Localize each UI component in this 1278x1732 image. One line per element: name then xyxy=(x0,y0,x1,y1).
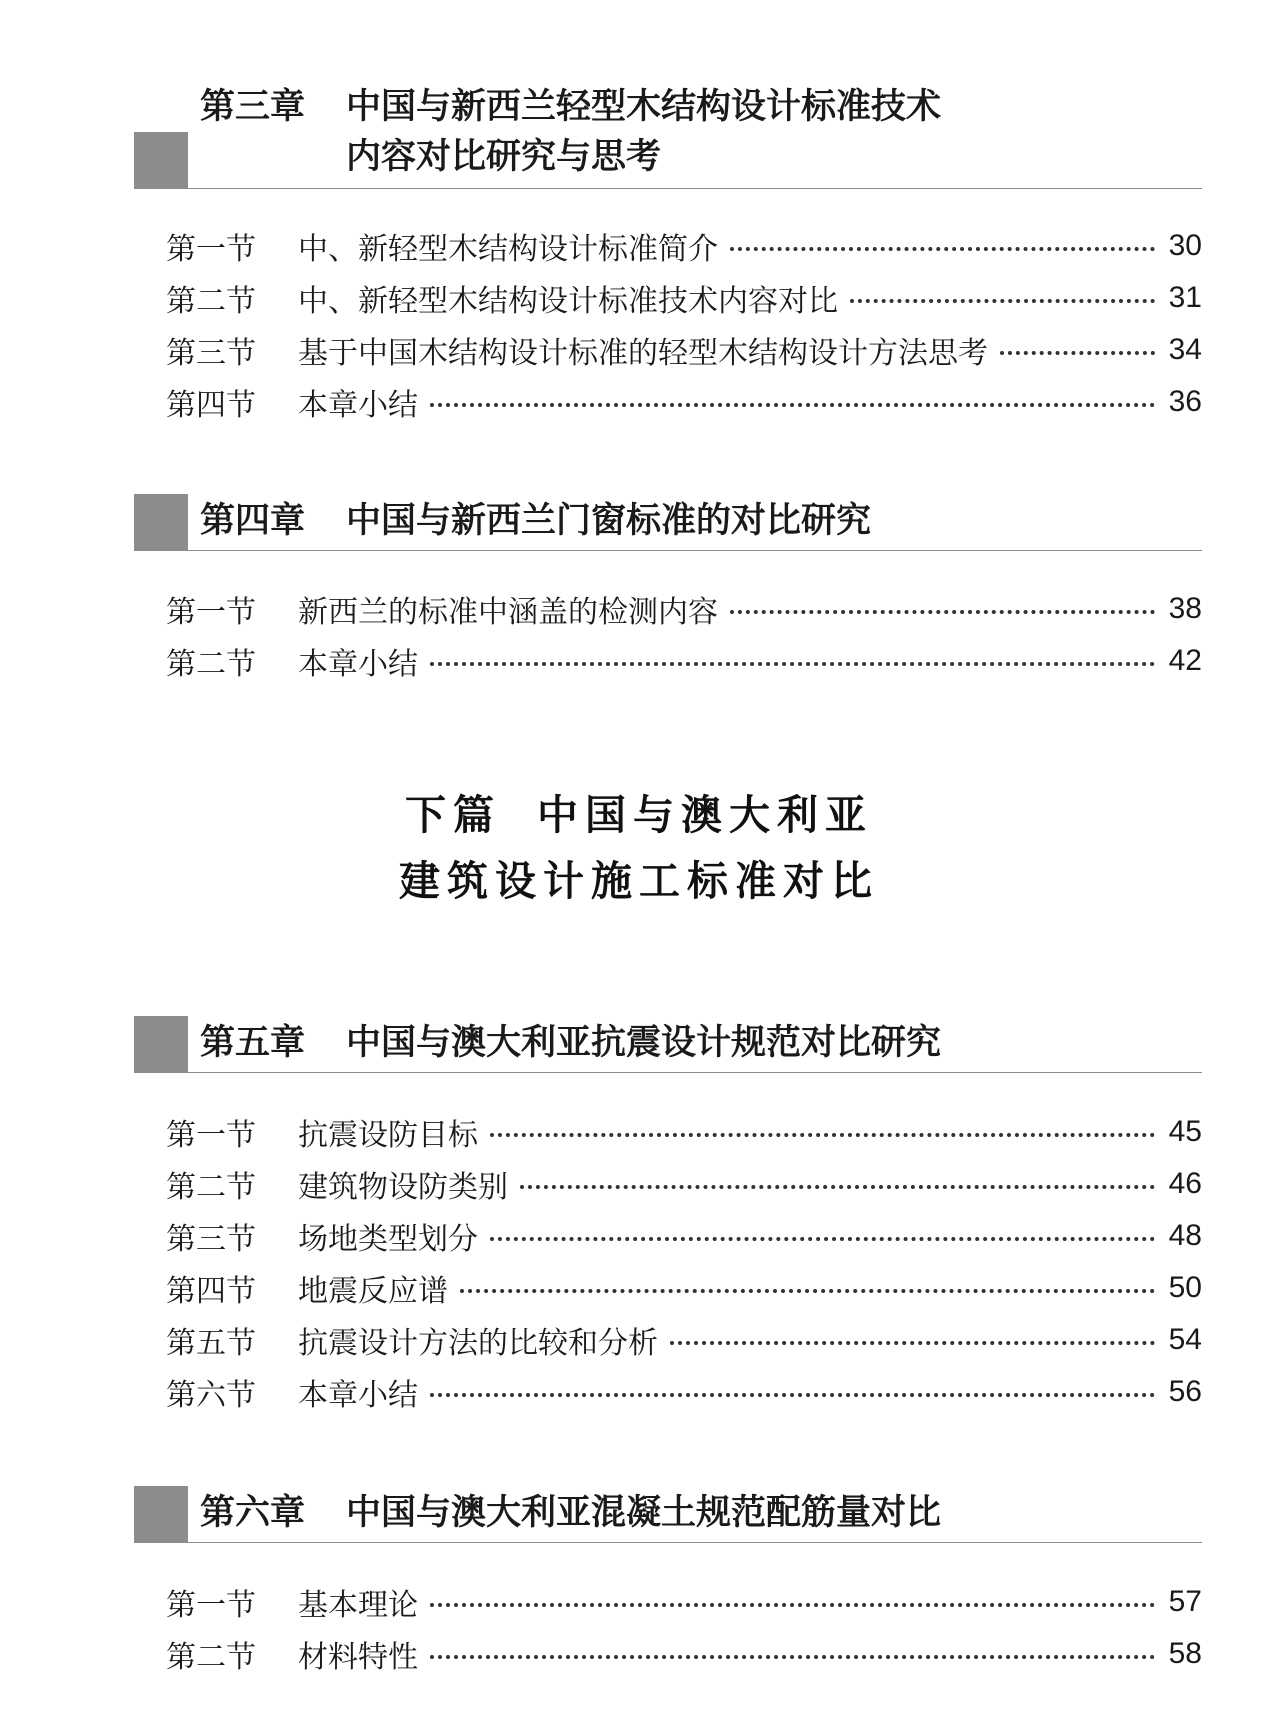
chapter-title-line2: 内容对比研究与思考 xyxy=(346,136,662,177)
section-label: 第四节 xyxy=(166,1274,256,1309)
chapter-rule xyxy=(134,550,1202,551)
page-number: 57 xyxy=(1168,1585,1202,1618)
page-number: 34 xyxy=(1168,333,1202,366)
section-list xyxy=(166,1106,1202,1418)
toc-entry[interactable] xyxy=(166,1628,1202,1680)
chapter-title-line1: 中国与澳大利亚混凝土规范配筋量对比 xyxy=(346,1492,942,1533)
section-label: 第二节 xyxy=(166,1640,256,1675)
section-label: 第四节 xyxy=(166,388,256,423)
toc-entry[interactable] xyxy=(166,1366,1202,1418)
section-title: 材料特性 xyxy=(298,1640,418,1675)
dot-leader xyxy=(1000,351,1155,355)
chapter-label: 第三章 xyxy=(200,86,306,127)
chapter-title-line1: 中国与新西兰轻型木结构设计标准技术 xyxy=(346,86,942,127)
toc-entry[interactable] xyxy=(166,1314,1202,1366)
page-number: 36 xyxy=(1168,385,1202,418)
page-number: 46 xyxy=(1168,1167,1202,1200)
toc-entry[interactable] xyxy=(166,1576,1202,1628)
section-title: 地震反应谱 xyxy=(298,1274,448,1309)
chapter-rule xyxy=(134,188,1202,189)
chapter-marker-block xyxy=(134,132,188,188)
section-label: 第五节 xyxy=(166,1326,256,1361)
dot-leader xyxy=(460,1289,1155,1293)
page-number: 31 xyxy=(1168,281,1202,314)
chapter-label: 第四章 xyxy=(200,500,306,541)
chapter-title-line1: 中国与新西兰门窗标准的对比研究 xyxy=(346,500,872,541)
dot-leader xyxy=(850,299,1155,303)
section-title: 抗震设防目标 xyxy=(298,1118,478,1153)
section-label: 第二节 xyxy=(166,284,256,319)
toc-entry[interactable] xyxy=(166,1106,1202,1158)
section-title: 本章小结 xyxy=(298,647,418,682)
toc-entry[interactable] xyxy=(166,272,1202,324)
section-title: 基本理论 xyxy=(298,1588,418,1623)
section-label: 第二节 xyxy=(166,1170,256,1205)
toc-entry[interactable] xyxy=(166,635,1202,687)
dot-leader xyxy=(520,1185,1155,1189)
section-title: 中、新轻型木结构设计标准简介 xyxy=(298,232,718,267)
section-label: 第三节 xyxy=(166,1222,256,1257)
page-number: 50 xyxy=(1168,1271,1202,1304)
section-list xyxy=(166,220,1202,428)
section-title: 抗震设计方法的比较和分析 xyxy=(298,1326,658,1361)
chapter-title xyxy=(200,496,871,546)
page-number: 45 xyxy=(1168,1115,1202,1148)
dot-leader xyxy=(430,1603,1155,1607)
dot-leader xyxy=(430,1393,1155,1397)
section-label: 第一节 xyxy=(166,595,256,630)
chapter-marker-block xyxy=(134,1486,188,1542)
dot-leader xyxy=(430,662,1155,666)
section-label: 第六节 xyxy=(166,1378,256,1413)
dot-leader xyxy=(490,1133,1155,1137)
chapter-marker-block xyxy=(134,494,188,550)
chapter-marker-block xyxy=(134,1016,188,1072)
dot-leader xyxy=(670,1341,1155,1345)
page-number: 58 xyxy=(1168,1637,1202,1670)
toc-entry[interactable] xyxy=(166,1210,1202,1262)
toc-entry[interactable] xyxy=(166,376,1202,428)
section-label: 第一节 xyxy=(166,1118,256,1153)
chapter-title-line1: 中国与澳大利亚抗震设计规范对比研究 xyxy=(346,1022,942,1063)
chapter-title xyxy=(200,1488,941,1538)
dot-leader xyxy=(430,403,1155,407)
section-title: 本章小结 xyxy=(298,388,418,423)
page-number: 38 xyxy=(1168,592,1202,625)
chapter-rule xyxy=(134,1542,1202,1543)
toc-entry[interactable] xyxy=(166,583,1202,635)
chapter-title xyxy=(200,82,941,182)
toc-entry[interactable] xyxy=(166,324,1202,376)
toc-entry[interactable] xyxy=(166,220,1202,272)
section-label: 第三节 xyxy=(166,336,256,371)
dot-leader xyxy=(730,610,1155,614)
part-heading xyxy=(0,782,1278,914)
chapter-label: 第五章 xyxy=(200,1022,306,1063)
part-title-line2: 建筑设计施工标准对比 xyxy=(399,857,879,905)
section-title: 中、新轻型木结构设计标准技术内容对比 xyxy=(298,284,838,319)
dot-leader xyxy=(730,247,1155,251)
section-title: 本章小结 xyxy=(298,1378,418,1413)
section-title: 基于中国木结构设计标准的轻型木结构设计方法思考 xyxy=(298,336,988,371)
section-list xyxy=(166,583,1202,687)
toc-entry[interactable] xyxy=(166,1158,1202,1210)
dot-leader xyxy=(430,1655,1155,1659)
part-label: 下篇 xyxy=(405,791,501,839)
chapter-rule xyxy=(134,1072,1202,1073)
page-number: 30 xyxy=(1168,229,1202,262)
section-list xyxy=(166,1576,1202,1680)
chapter-title xyxy=(200,1018,941,1068)
section-title: 场地类型划分 xyxy=(298,1222,478,1257)
page-number: 48 xyxy=(1168,1219,1202,1252)
section-label: 第一节 xyxy=(166,232,256,267)
section-title: 建筑物设防类别 xyxy=(298,1170,508,1205)
page-number: 42 xyxy=(1168,644,1202,677)
page-number: 54 xyxy=(1168,1323,1202,1356)
part-title-line1: 中国与澳大利亚 xyxy=(537,791,873,839)
section-label: 第一节 xyxy=(166,1588,256,1623)
part-title-line1-row xyxy=(0,782,1278,848)
dot-leader xyxy=(490,1237,1155,1241)
section-title: 新西兰的标准中涵盖的检测内容 xyxy=(298,595,718,630)
section-label: 第二节 xyxy=(166,647,256,682)
chapter-label: 第六章 xyxy=(200,1492,306,1533)
toc-entry[interactable] xyxy=(166,1262,1202,1314)
page-number: 56 xyxy=(1168,1375,1202,1408)
